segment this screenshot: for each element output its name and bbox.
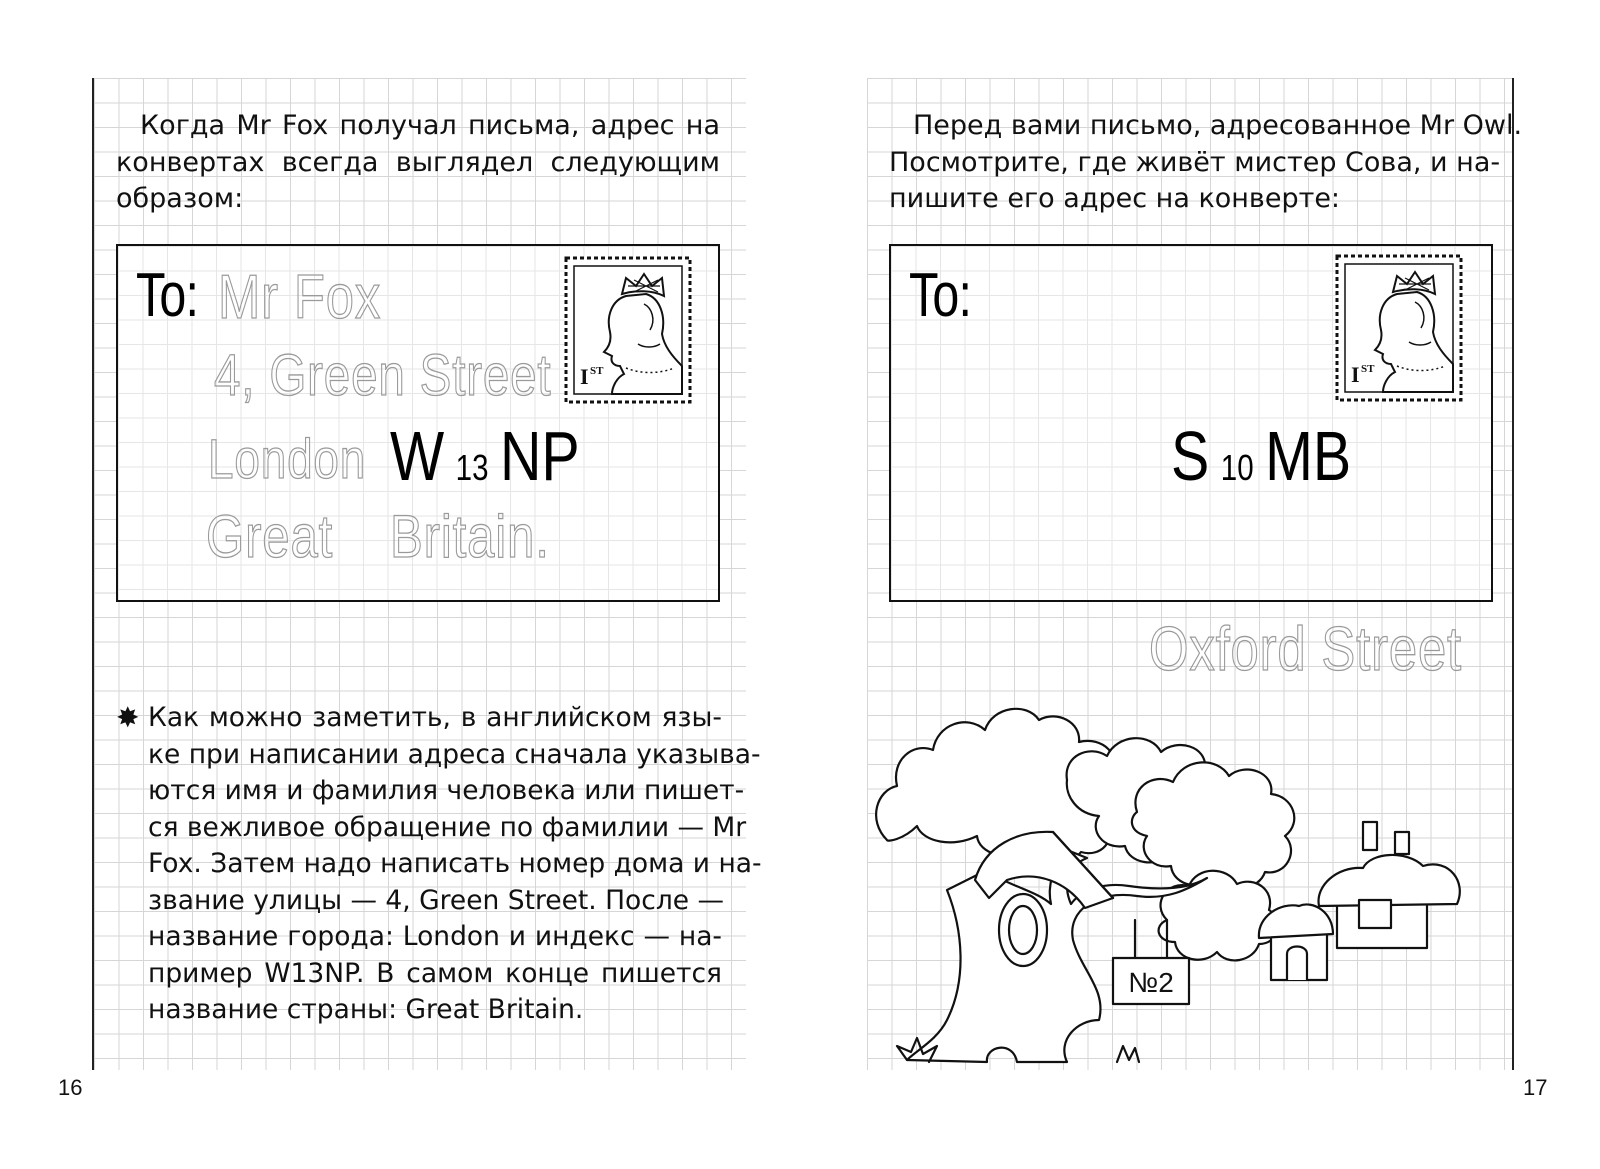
postcode [1171,416,1351,496]
svg-text:ST: ST [590,365,604,377]
postcode-part-b: MB [1265,417,1352,495]
left-intro-text [116,108,720,218]
traced-name: Mr Fox [218,263,382,332]
note-line: ются имя и фамилия человека или пишет- [148,775,745,806]
note-line: название страны: Great Britain. [148,994,584,1025]
intro-line: Когда Mr Fox получал письма, адрес на [140,110,720,141]
postcode-number: 13 [455,447,489,488]
note-line: пример W13NP. В самом конце пишется [148,957,722,989]
note-line: название города: London и индекс — на- [148,921,722,952]
postcode-part-a: S [1171,417,1210,495]
postage-stamp-icon [564,256,692,404]
page-number-left: 16 [58,1075,83,1100]
house-number-sign: №2 [1128,967,1174,998]
page-number-right: 17 [1523,1075,1548,1100]
note-line: ке при написании адреса сначала указыва- [148,738,761,770]
to-label: To: [909,261,972,330]
note-line: звание улицы — 4, Green Street. После — [148,884,724,916]
postage-stamp-icon [1335,254,1463,402]
note-line: Fox. Затем надо написать номер дома и на- [148,848,762,879]
intro-line: пишите его адрес на конверте: [889,183,1341,214]
traced-street: 4, Green Street [214,343,552,408]
exercise-envelope[interactable] [889,244,1493,602]
note-line: ся вежливое обращение по фамилии — Mr [148,811,747,843]
postcode [390,416,580,496]
intro-line: Перед вами письмо, адресованное Mr Owl. [913,110,1523,141]
traced-country-word2: Britain. [390,503,550,570]
postcode-part-a: W [390,417,445,495]
svg-text:ST: ST [1361,363,1375,375]
note-line: Как можно заметить, в английском язы- [148,702,722,733]
intro-line: конвертах всегда выглядел следующим [116,146,720,178]
traced-city: London [208,427,367,490]
example-envelope [116,244,720,602]
intro-line: образом: [116,183,244,214]
postcode-part-b: NP [499,417,580,495]
svg-text:I: I [1351,362,1360,387]
svg-text:I: I [580,364,589,389]
traced-street-hint: Oxford Street [1149,615,1462,684]
owl-tree-house-illustration [867,690,1512,1070]
to-label: To: [136,261,199,330]
right-page [867,78,1523,1070]
postcode-number: 10 [1220,447,1254,488]
asterisk-icon: ✸ [116,701,140,734]
left-page [92,78,762,1070]
traced-country-word1: Great [206,503,334,570]
intro-line: Посмотрите, где живёт мистер Сова, и на- [889,146,1501,178]
right-intro-text [889,108,1523,218]
